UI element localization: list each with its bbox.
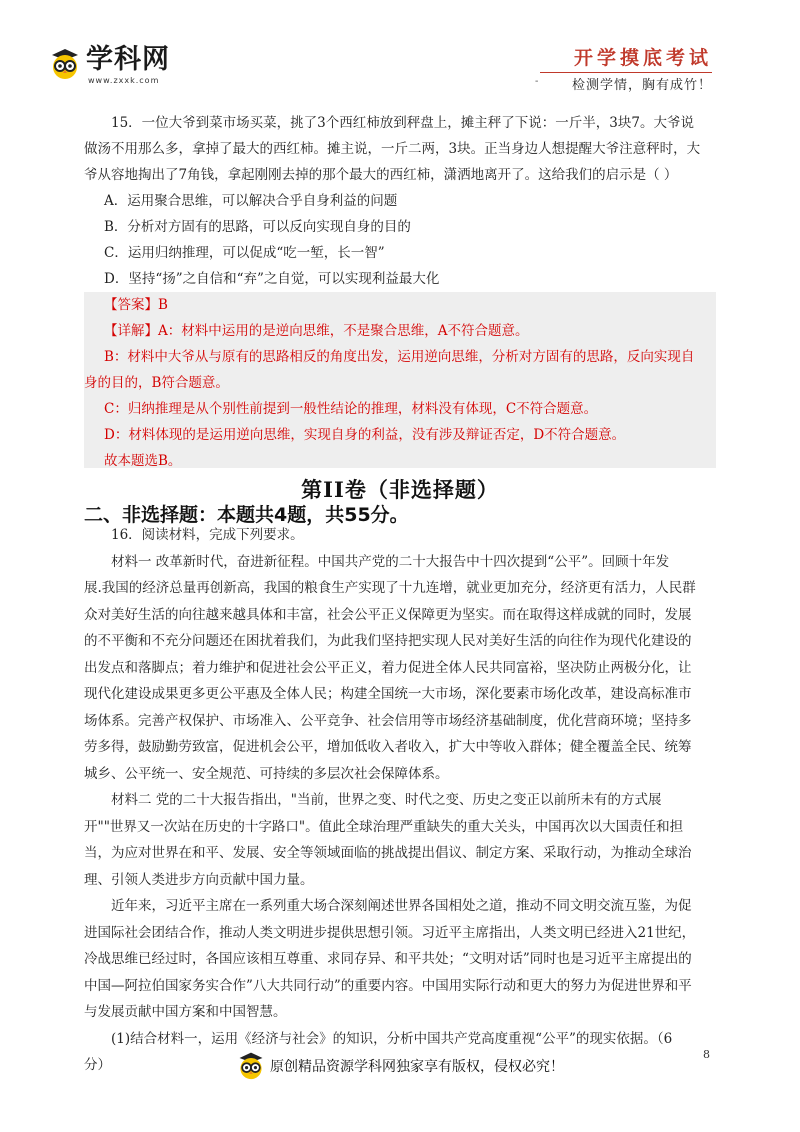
question-15-stem-line: 15．一位大爷到菜市场买菜，挑了3个西红柿放到秤盘上，摊主秤了下说：一斤半，3块7。大爷说 [111, 115, 694, 131]
material-3-line: 中国—阿拉伯国家务实合作”八大共同行动”的重要内容。中国用实际行动和更大的努力为促进世界和平 [84, 977, 692, 994]
material-2-line: 材料二 党的二十大报告指出，"当前，世界之变、时代之变、历史之变正以前所未有的方式展 [111, 792, 662, 808]
sub-question-1: (1)结合材料一，运用《经济与社会》的知识，分析中国共产党高度重视“公平”的现实依据。（6 [111, 1030, 673, 1047]
question-15-stem-line: 爷从容地掏出了7角钱，拿起刚刚去掉的那个最大的西红柿，潇洒地离开了。这给我们的启示是（ ） [84, 167, 678, 183]
answer-line: B：材料中大爷从与原有的思路相反的角度出发，运用逆向思维，分析对方固有的思路，反向实现自 [104, 349, 695, 365]
copyright-text: 原创精品资源学科网独家享有版权，侵权必究！ [270, 1059, 564, 1075]
copyright-footer [236, 1050, 596, 1086]
option-c: C．运用归纳推理，可以促成“吃一堑，长一智” [104, 245, 385, 261]
page-number: 8 [703, 1048, 710, 1061]
material-1-line: 的不平衡和不充分问题还在困扰着我们，为此我们坚持把实现人民对美好生活的向往作为现代化建设的 [84, 633, 692, 649]
material-1-line: 众对美好生活的向往越来越具体和丰富，社会公平正义保障更为坚实。而在取得这样成就的同时，发展 [84, 606, 692, 623]
material-3-line: 冷战思维已经过时，各国应该相互尊重、求同存异、和平共处；“文明对话”同时也是习近平主席提出的 [84, 951, 692, 967]
material-2-line: 开""世界又一次站在历史的十字路口"。值此全球治理严重缺失的重大关头，中国再次以大国责任和担 [84, 818, 684, 835]
answer-line: D：材料体现的是运用逆向思维，实现自身的利益，没有涉及辩证否定，D不符合题意。 [104, 427, 626, 443]
answer-line: 故本题选B。 [104, 453, 182, 469]
material-1-line: 城乡、公平统一、安全规范、可持续的多层次社会保障体系。 [84, 765, 449, 782]
answer-line: 【详解】A：材料中运用的是逆向思维，不是聚合思维，A不符合题意。 [104, 323, 529, 339]
exam-title: 开学摸底考试 [573, 47, 712, 69]
header-dash: - [535, 76, 539, 87]
material-3-line: 近年来，习近平主席在一系列重大场合深刻阐述世界各国相处之道，推动不同文明交流互鉴，为促 [111, 898, 692, 914]
owl-mascot-icon [48, 46, 82, 80]
material-1-line: 场体系。完善产权保护、市场准入、公平竞争、社会信用等市场经济基础制度，优化营商环境；坚持多 [84, 712, 692, 729]
option-b: B．分析对方固有的思路，可以反向实现自身的目的 [104, 219, 411, 235]
part-title: 第II卷（非选择题） [301, 477, 499, 502]
material-2-line: 理、引领人类进步方向贡献中国力量。 [84, 871, 314, 888]
site-logo[interactable] [48, 44, 198, 88]
logo-url: www.zxxk.com [88, 76, 160, 85]
material-1-line: 劳多得，鼓励勤劳致富，促进机会公平，增加低收入者收入，扩大中等收入群体；健全覆盖全民、统筹 [84, 739, 692, 755]
question-15 [84, 110, 716, 292]
question-16-intro: 16．阅读材料，完成下列要求。 [111, 527, 304, 543]
material-2-line: 当，为应对世界在和平、发展、安全等领域面临的挑战提出倡议、制定方案、采取行动，为推动全球治 [84, 845, 692, 861]
material-3-line: 进国际社会团结合作，推动人类文明进步提供思想引领。习近平主席指出，人类文明已经进入21世纪， [84, 924, 696, 941]
option-d: D．坚持“扬”之自信和“弃”之自觉，可以实现利益最大化 [104, 271, 440, 287]
header-divider [540, 72, 712, 73]
material-1-line: 展.我国的经济总量再创新高，我国的粮食生产实现了十九连增，就业更加充分，经济更有活力，人民群 [84, 580, 696, 596]
question-15-stem-line: 做汤不用那么多，拿掉了最大的西红柿。摊主说，一斤二两，3块。正当身边人想提醒大爷注意秤时，大 [84, 141, 701, 157]
section-title: 二、非选择题：本题共4题，共55分。 [84, 504, 409, 526]
question-16 [84, 522, 716, 1079]
answer-line: C：归纳推理是从个别性前提到一般性结论的推理，材料没有体现，C不符合题意。 [104, 401, 598, 417]
material-3-line: 与发展贡献中国方案和中国智慧。 [84, 1004, 287, 1020]
header-slogan [572, 46, 712, 93]
answer-explanation [84, 292, 716, 474]
exam-subtitle: 检测学情，胸有成竹！ [571, 78, 712, 93]
material-1-line: 现代化建设成果更多更公平惠及全体人民；构建全国统一大市场，深化要素市场化改革，建设高标准市 [84, 686, 692, 702]
sub-question-1: 分） [84, 1057, 111, 1073]
material-1-line: 材料一 改革新时代，奋进新征程。中国共产党的二十大报告中十四次提到“公平”。回顾十年发 [111, 553, 670, 570]
option-a: A．运用聚合思维，可以解决合乎自身利益的问题 [104, 193, 398, 209]
material-1-line: 出发点和落脚点；着力维护和促进社会公平正义，着力促进全体人民共同富裕，坚决防止两极分化，让 [84, 659, 692, 676]
logo-name: 学科网 [86, 44, 170, 75]
answer-line: 身的目的，B符合题意。 [84, 375, 229, 391]
owl-mascot-icon [236, 1050, 266, 1080]
answer-line: 【答案】B [104, 297, 168, 313]
